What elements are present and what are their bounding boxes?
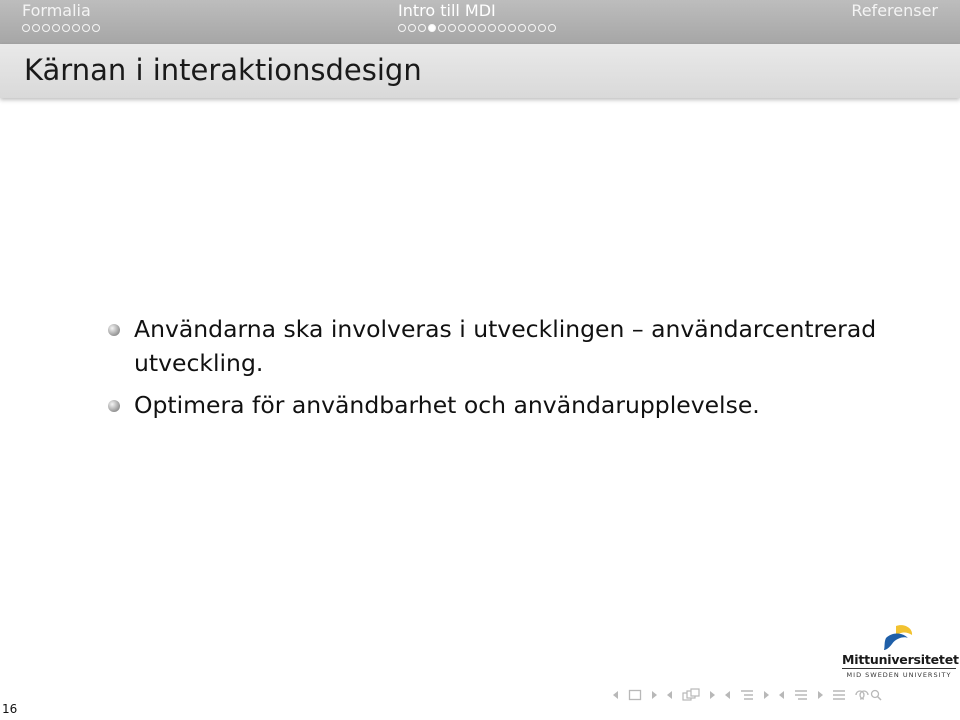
frame-dot[interactable] (72, 24, 80, 32)
nav-section-referenser[interactable] (851, 0, 938, 22)
logo-blue-shape (884, 634, 908, 651)
frame-dot[interactable] (42, 24, 50, 32)
university-logo (842, 624, 959, 680)
frame-content (104, 312, 894, 430)
frame-dot[interactable] (428, 24, 436, 32)
frame-dot[interactable] (398, 24, 406, 32)
bullet-item (104, 388, 894, 422)
frame-dot[interactable] (538, 24, 546, 32)
frame-dot[interactable] (52, 24, 60, 32)
frame-dot[interactable] (528, 24, 536, 32)
frame-dot[interactable] (438, 24, 446, 32)
nav-section-intro-till-mdi[interactable] (398, 0, 556, 34)
frame-dot[interactable] (458, 24, 466, 32)
beamer-navigation-symbols (612, 686, 884, 704)
frame-dot[interactable] (92, 24, 100, 32)
frame-dot[interactable] (508, 24, 516, 32)
logo-subtitle: MID SWEDEN UNIVERSITY (842, 668, 956, 679)
page-icon[interactable] (794, 689, 808, 701)
frame-dot[interactable] (418, 24, 426, 32)
frame-title-bar (0, 44, 960, 98)
frame-title: Kärnan i interaktionsdesign (24, 53, 422, 87)
section-next-icon[interactable] (762, 690, 770, 700)
frame-dot[interactable] (408, 24, 416, 32)
nav-section-label[interactable]: Intro till MDI (398, 1, 496, 20)
frame-prev-icon[interactable] (612, 690, 620, 700)
subsection-icon[interactable] (682, 688, 700, 702)
subsection-prev-icon[interactable] (666, 690, 674, 700)
bullet-item (104, 312, 894, 380)
mittuniversitetet-logo-icon (882, 624, 916, 652)
section-navigation-bar (0, 0, 960, 44)
frame-dot[interactable] (468, 24, 476, 32)
frame-dot[interactable] (22, 24, 30, 32)
frame-dot[interactable] (548, 24, 556, 32)
bullet-ball-icon (108, 324, 120, 336)
frame-dot[interactable] (488, 24, 496, 32)
frame-dot[interactable] (448, 24, 456, 32)
frame-dot[interactable] (82, 24, 90, 32)
subsection-next-icon[interactable] (708, 690, 716, 700)
nav-section-formalia[interactable] (22, 0, 100, 34)
frame-dot[interactable] (62, 24, 70, 32)
logo-name: Mittuniversitetet (842, 652, 959, 667)
frame-dot[interactable] (478, 24, 486, 32)
nav-section-label[interactable]: Referenser (851, 1, 938, 20)
bullet-text: Användarna ska involveras i utvecklingen – användarcentrerad utveckling. (134, 315, 877, 377)
section-prev-icon[interactable] (724, 690, 732, 700)
document-icon[interactable] (832, 689, 846, 701)
frame-dot[interactable] (498, 24, 506, 32)
back-and-search-icons[interactable] (854, 688, 884, 702)
frame-dot[interactable] (32, 24, 40, 32)
page-next-icon[interactable] (816, 690, 824, 700)
frame-next-icon[interactable] (650, 690, 658, 700)
bullet-text: Optimera för användbarhet och användarupplevelse. (134, 391, 760, 419)
frame-icon[interactable] (628, 689, 642, 701)
bullet-ball-icon (108, 400, 120, 412)
page-number: 16 (2, 702, 18, 716)
frame-dots (22, 22, 100, 34)
section-icon[interactable] (740, 689, 754, 701)
frame-dot[interactable] (518, 24, 526, 32)
frame-dots (398, 22, 556, 34)
nav-section-label[interactable]: Formalia (22, 1, 91, 20)
page-prev-icon[interactable] (778, 690, 786, 700)
